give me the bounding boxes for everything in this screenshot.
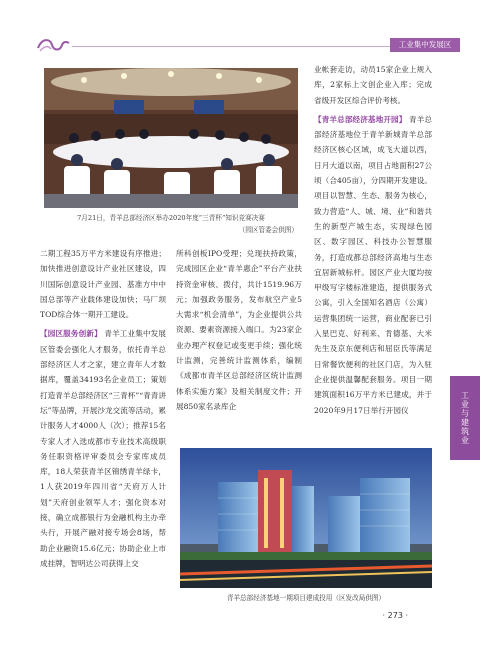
- section-title: 工业集中发展区: [390, 38, 460, 52]
- photo2-caption: 青羊总部经济基地一期项目建成投用（区发改局供图）: [226, 594, 386, 602]
- photo-knowledge-contest: [44, 68, 298, 208]
- photo1-caption-line1: 7月21日，青羊总部经济区举办2020年度“三青杯”知识竞赛决赛: [77, 214, 265, 222]
- middle-body-paragraph: 所科创板IPO受理；兑现扶持政策，完成园区企业“青羊惠企”平台产业扶持资金审核、拨付，共计1519.96万元；加强政务服务，发布航空产业5大需求“机会清单”，为企业提供公共资源、要素资源接入端口。为23家企业办理产权登记或变更手续；强化统计监测，完善统计监测体系，编制《成都市青羊区总部经济区统计监测体系实施方案》及相关制度文件；开展850家名录库企: [176, 249, 302, 411]
- service-innovation-body: 青羊工业集中发展区管委会强化人才服务，依托青羊总部经济区人才之家，建立青年人才数据库，覆盖34193名企业员工；策划打造青羊总部经济区“三青杯”“青青讲坛”等品牌，开展沙龙交流等活动，累计服务人才4000人（次）；推荐15名专家人才入选成都市专业技术高级职务任职资格评审委员会专家库成员库，18人荣获青羊区锦绣青羊绿卡，1人获2019年四川省“天府万人计划”天府创业领军人才；强化资本对接，确立成都银行为金融机构主办牵头行，开展产融对接专场会8场，帮助企业融资15.6亿元；协助企业上市成挂牌，智明达公司获得上交: [40, 329, 167, 568]
- left-column-text: [40, 246, 166, 571]
- section-heading-service-innovation: 【园区服务创新】: [40, 329, 102, 339]
- chapter-side-tab: 工业与建筑业: [450, 376, 480, 460]
- right-column-text: [314, 62, 432, 418]
- page-number: · 273 ·: [382, 611, 408, 620]
- section-heading-base-opening: 【青羊总部经济基地开园】: [314, 114, 407, 124]
- left-intro-paragraph: 二期工程35万平方米建设有序推进；加快推进创意设计产业社区建设，四川国际创意设计产业园、基准方中中国总部等产业载体建设加快；马厂坝TOD综合体一期开工建设。: [40, 249, 166, 320]
- header-rule: [72, 46, 418, 47]
- photo-headquarters-base: [180, 448, 432, 588]
- right-intro-paragraph: 业帐套走访，动员15家企业上规入库，2家标上文创企业入库；完成省级开发区综合评价考核。: [314, 65, 432, 105]
- photo1-caption-line2: （园区管委会供图）: [238, 226, 298, 234]
- header-swirl-icon: [36, 36, 72, 54]
- middle-column-text: [176, 246, 302, 414]
- base-opening-body: 青羊总部经济基地位于青羊新城青羊总部经济区核心区域，成飞大道以西，日月大道以南，项目占地面积27公顷（合405亩），分四期开发建设。项目以智慧、生态、服务为核心，致力营造“人、城、境、业”和谐共生的新型产城生态，实现绿色园区、数字园区、科技办公智慧服务，打造成都总部经济高地与生态宜居新城标杆。园区产业大厦均按甲级写字楼标准建造，提供服务式公寓，引入全国知名酒店（公寓）运营集团统一运营，商业配套已引入星巴克、好利来、肯德基、大米先生及京东便利店和屈臣氏等满足日常餐饮便利的社区门店，为入驻企业提供温馨配套服务。项目一期建筑面积16万平方米已建成，并于2020年9月17日举行开园仪: [314, 114, 433, 415]
